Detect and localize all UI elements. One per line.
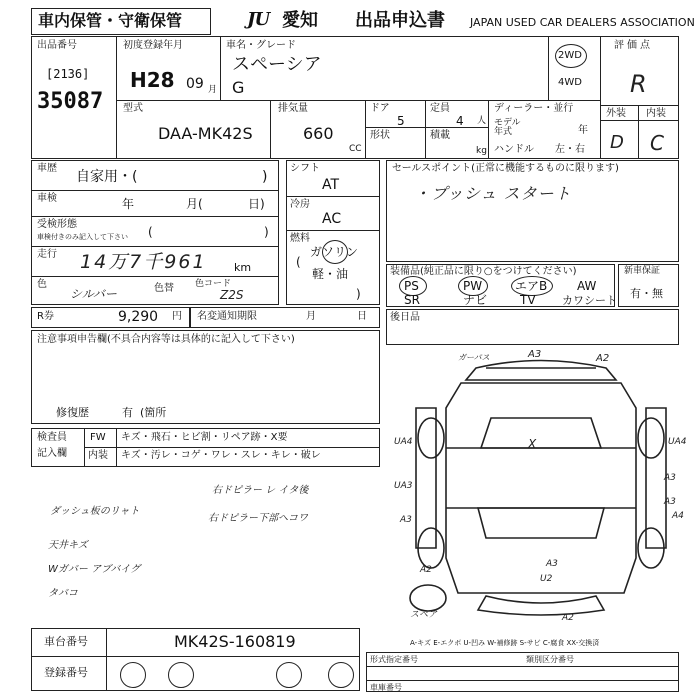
shift-value: AT (322, 177, 340, 193)
diagram-mark: UA4 (394, 437, 413, 447)
capacity-label: 定員 (430, 103, 450, 114)
inspection-label: 車検 (37, 193, 57, 204)
diagram-mark: A4 (672, 511, 684, 521)
handwritten-note: タバコ (48, 588, 78, 599)
fuel-gasoline-circle (322, 240, 348, 264)
dealer-label: ディーラー・並行 (494, 103, 574, 114)
drive-4wd: 4WD (558, 77, 582, 88)
doors-label: ドア (370, 103, 390, 114)
interior-label: 内装 (646, 108, 666, 119)
capacity-unit: 人 (477, 116, 487, 126)
car-name: スペーシア (232, 54, 322, 75)
chassis-label: 車台番号 (44, 635, 88, 648)
equip-navi: ナビ (463, 293, 488, 307)
color-code-label: 色コード (195, 279, 232, 289)
inspection-month: 月( (186, 197, 203, 211)
mileage-label: 走行 (37, 249, 57, 260)
shift-label: シフト (290, 163, 320, 174)
ac-label: 冷房 (290, 199, 310, 210)
storage-label: 車内保管・守衛保管 (38, 11, 183, 30)
registration-circle (120, 662, 146, 688)
rear-box (386, 309, 679, 345)
category-number-label: 類別区分番号 (526, 655, 574, 664)
handle-value: 左・右 (555, 144, 585, 155)
fuel-paren-open: ( (296, 255, 301, 269)
model-designation-label: 形式指定番号 (370, 655, 418, 664)
handwritten-note: Wガバー アブバイグ (48, 564, 141, 575)
mileage-unit: km (234, 261, 252, 274)
plate-label: 車庫番号 (370, 683, 402, 692)
drive-2wd: 2WD (558, 50, 582, 61)
diagram-mark: UA4 (668, 437, 687, 447)
load-unit: kg (476, 146, 487, 156)
history-value: 自家用・( (76, 169, 138, 185)
recycle-label: R券 (37, 311, 54, 322)
registration-era-year: H28 (130, 68, 175, 92)
name-change-label: 名変通知期限 (197, 311, 257, 322)
fw-label: FW (90, 432, 106, 443)
color-change-label: 色替 (154, 283, 174, 294)
color-code: Z2S (220, 288, 244, 302)
displacement-unit: CC (349, 144, 362, 154)
fw-items: キズ・飛石・ヒビ割・リペア跡・X要 (121, 432, 288, 443)
registration-month: 09 (186, 76, 204, 92)
exterior-score: D (610, 132, 624, 153)
load-label: 積載 (430, 130, 450, 141)
year-unit: 年 (578, 125, 588, 136)
handle-label: ハンドル (494, 144, 534, 155)
registration-month-unit: 月 (208, 85, 218, 95)
lot-label: 出品番号 (37, 40, 77, 51)
diagram-mark: A3 (664, 473, 676, 483)
history-close: ) (262, 169, 268, 185)
recycle-amount: 9,290 (118, 309, 159, 325)
handwritten-note: 右ドピラー下部ヘコワ (208, 513, 308, 524)
fuel-paren-close: ) (356, 287, 361, 301)
damage-legend: A-キズ E-エクボ U-凹み W-補修跡 S-サビ C-腐食 XX-交換済 (410, 639, 600, 647)
handwritten-note: 天井キズ (48, 540, 88, 551)
diagram-mark: A3 (400, 515, 412, 525)
receipt-paren-close: ) (264, 225, 269, 239)
equip-sr: SR (404, 293, 420, 307)
diagram-mark: A3 (528, 349, 542, 360)
diagram-mark: A3 (546, 559, 558, 569)
displacement-label: 排気量 (278, 103, 308, 114)
car-grade: G (232, 78, 245, 97)
diagram-mark: ガーパス (458, 353, 490, 362)
selling-points-label: セールスポイント(正常に機能するものに限ります) (392, 163, 619, 174)
score-value: R (630, 70, 647, 98)
registration-circle (328, 662, 354, 688)
car-name-label: 車名・グレード (226, 40, 296, 51)
handwritten-note: ダッシュ板のリャト (50, 506, 140, 517)
new-warranty-value: 有・無 (630, 287, 663, 300)
lot-code: [2136] (46, 67, 90, 81)
displacement-value: 660 (303, 124, 334, 143)
diagram-mark: A3 (664, 497, 676, 507)
new-warranty-label: 新車保証 (624, 266, 661, 276)
color-label: 色 (37, 279, 47, 290)
rear-label: 後日品 (390, 312, 420, 323)
notes-label: 注意事項申告欄(不具合内容等は具体的に記入して下さい) (37, 334, 295, 345)
fuel-gasoline: ガソリン (310, 245, 359, 259)
mileage-value: 14万7千961 (80, 251, 207, 273)
equip-aw: AW (577, 279, 597, 293)
chassis-value: MK42S-160819 (174, 632, 296, 651)
inspector-label: 検査員 (37, 432, 67, 443)
registration-label: 初度登録年月 (123, 40, 183, 51)
inspector-label-2: 記入欄 (37, 448, 67, 459)
history-label: 車歴 (37, 163, 57, 174)
diagram-mark: UA3 (394, 481, 413, 491)
registration-number-label: 登録番号 (44, 666, 88, 679)
ju-logo: JU (247, 9, 270, 30)
recycle-unit: 円 (172, 311, 182, 322)
association-name: JAPAN USED CAR DEALERS ASSOCIATION (470, 16, 695, 29)
interior-items-label: 内装 (88, 450, 108, 461)
receipt-paren-open: ( (148, 225, 153, 239)
diagram-mark: U2 (540, 574, 553, 584)
fuel-label: 燃料 (290, 233, 310, 244)
repair-place: (箇所 (140, 406, 167, 419)
equip-ps: PS (404, 279, 419, 293)
selling-points-box (386, 160, 679, 262)
shape-label: 形状 (370, 130, 390, 141)
score-label: 評価点 (614, 40, 653, 51)
car-damage-diagram (386, 348, 696, 628)
equipment-label: 装備品(純正品に限り○をつけてください) (390, 266, 577, 277)
receipt-note: 車検付きのみ記入して下さい (37, 233, 128, 241)
capacity-value: 4 (456, 114, 464, 128)
interior-score: C (650, 131, 664, 155)
diagram-mark: X (528, 437, 537, 451)
model-label: 型式 (123, 103, 143, 114)
registration-circle (276, 662, 302, 688)
equip-tv: TV (520, 293, 536, 307)
org-name: 愛知 (282, 10, 318, 31)
inspection-year: 年 (122, 197, 135, 211)
color-value: シルバー (70, 287, 117, 301)
diagram-mark: スペア (410, 610, 438, 620)
name-change-month: 月 (306, 311, 316, 322)
equip-leather: カワシート (562, 294, 617, 307)
model-year-label: モデル年式 (494, 118, 521, 137)
inspection-day: 日) (248, 197, 265, 211)
fuel-diesel: 軽・油 (312, 267, 349, 281)
name-change-day: 日 (357, 311, 367, 322)
receipt-label: 受検形態 (37, 219, 77, 230)
exterior-label: 外装 (606, 108, 626, 119)
lot-number: 35087 (37, 89, 104, 114)
handwritten-note: 右ドピラー レ イタ後 (212, 485, 309, 496)
ac-value: AC (322, 211, 342, 227)
form-title: 出品申込書 (355, 10, 445, 31)
recycle-box (31, 307, 190, 328)
equip-airbag: エアB (515, 279, 548, 293)
diagram-mark: A2 (596, 353, 610, 364)
repair-label: 修復歴 (56, 406, 89, 419)
registration-circle (168, 662, 194, 688)
model-value: DAA-MK42S (158, 124, 253, 143)
doors-value: 5 (397, 114, 405, 128)
equip-pw: PW (463, 279, 483, 293)
interior-items: キズ・汚レ・コゲ・ワレ・スレ・キレ・破レ (121, 450, 321, 461)
selling-points-text: ・プッシュ スタート (414, 184, 572, 203)
diagram-mark: A2 (562, 613, 574, 623)
diagram-mark: A2 (420, 565, 432, 575)
repair-value: 有 (122, 406, 133, 419)
